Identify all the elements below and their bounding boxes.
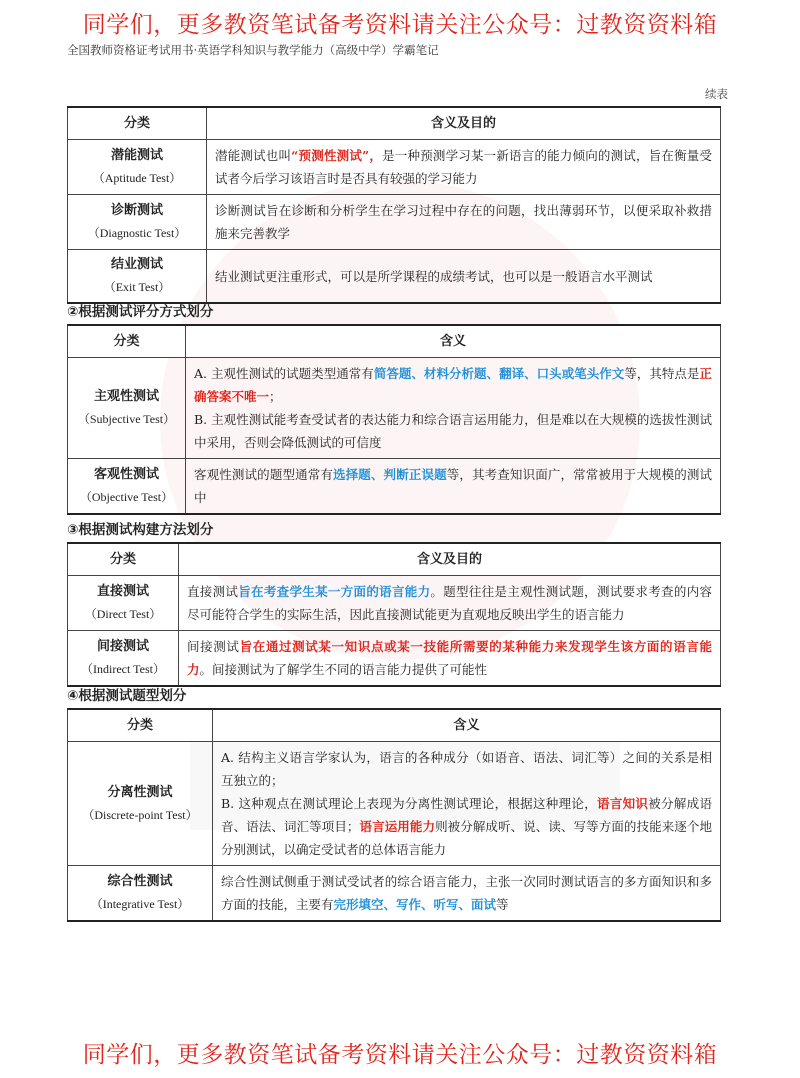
- table-row: [68, 195, 721, 250]
- category-cell: [68, 250, 207, 304]
- table-question-type: [67, 708, 721, 922]
- category-en: （Subjective Test）: [77, 412, 176, 426]
- category-cell: [68, 459, 186, 515]
- description-cell: A. 结构主义语言学家认为，语言的各种成分（如语音、语法、词汇等）之间的关系是相互独立的； B. 这种观点在测试理论上表现为分离性测试理论，根据这种理论，语言知识被分解成语音、语法、词汇等项目；语言运用能力则被分解成听、说、读、写等方面的技能来逐个地分别测试，以确定受试者的总体语言能力: [213, 742, 721, 866]
- book-subtitle: 全国教师资格证考试用书·英语学科知识与教学能力（高级中学）学霸笔记: [67, 43, 439, 57]
- category-en: （Integrative Test）: [90, 897, 190, 911]
- table-row: [68, 576, 721, 631]
- table-construction-method: [67, 542, 721, 687]
- category-cell: [68, 195, 207, 250]
- category-en: （Direct Test）: [84, 607, 162, 621]
- category-cell: [68, 866, 213, 922]
- description-cell: 潜能测试也叫“预测性测试”，是一种预测学习某一新语言的能力倾向的测试，旨在衡量受试者今后学习该语言时是否具有较强的学习能力: [207, 140, 721, 195]
- category-cell: [68, 140, 207, 195]
- category-zh: 结业测试: [110, 257, 163, 272]
- header-category: 分类: [68, 709, 213, 742]
- table-scoring-method: [67, 324, 721, 515]
- header-description: 含义及目的: [207, 107, 721, 140]
- category-en: （Diagnostic Test）: [87, 226, 187, 240]
- category-zh: 潜能测试: [110, 148, 163, 163]
- category-zh: 诊断测试: [110, 203, 163, 218]
- table-test-purpose: [67, 106, 721, 304]
- category-zh: 主观性测试: [93, 389, 159, 404]
- category-cell: [68, 631, 179, 687]
- category-en: （Indirect Test）: [81, 662, 165, 676]
- category-en: （Exit Test）: [103, 280, 171, 294]
- category-en: （Aptitude Test）: [92, 171, 182, 185]
- header-description: 含义: [186, 325, 721, 358]
- category-zh: 直接测试: [96, 584, 149, 599]
- description-cell: 诊断测试旨在诊断和分析学生在学习过程中存在的问题，找出薄弱环节，以便采取补救措施来完善教学: [207, 195, 721, 250]
- table-header-row: [68, 543, 721, 576]
- table-row: [68, 459, 721, 515]
- category-cell: [68, 358, 186, 459]
- category-en: （Objective Test）: [79, 490, 174, 504]
- table-row: [68, 358, 721, 459]
- bottom-banner: 同学们，更多教资笔试备考资料请关注公众号：过教资资料箱: [82, 1042, 718, 1068]
- table-row: [68, 631, 721, 687]
- header-category: 分类: [68, 543, 179, 576]
- category-zh: 综合性测试: [107, 874, 173, 889]
- description-cell: 结业测试更注重形式，可以是所学课程的成绩考试，也可以是一般语言水平测试: [207, 250, 721, 304]
- table-header-row: [68, 709, 721, 742]
- category-zh: 间接测试: [96, 639, 149, 654]
- category-zh: 客观性测试: [93, 467, 159, 482]
- description-cell: 间接测试旨在通过测试某一知识点或某一技能所需要的某种能力来发现学生该方面的语言能力。间接测试为了解学生不同的语言能力提供了可能性: [179, 631, 721, 687]
- section-heading-3: ③根据测试构建方法划分: [67, 522, 214, 538]
- header-category: 分类: [68, 107, 207, 140]
- category-cell: [68, 742, 213, 866]
- continued-label: 续表: [705, 87, 728, 101]
- header-description: 含义: [213, 709, 721, 742]
- table-header-row: [68, 107, 721, 140]
- section-heading-2: ②根据测试评分方式划分: [67, 304, 214, 320]
- top-banner: 同学们，更多教资笔试备考资料请关注公众号：过教资资料箱: [82, 12, 718, 38]
- table-header-row: [68, 325, 721, 358]
- table-row: [68, 742, 721, 866]
- category-cell: [68, 576, 179, 631]
- category-en: （Discrete-point Test）: [82, 807, 198, 822]
- header-description: 含义及目的: [179, 543, 721, 576]
- table-row: [68, 866, 721, 922]
- description-cell: 直接测试旨在考查学生某一方面的语言能力。题型往往是主观性测试题，测试要求考查的内容尽可能符合学生的实际生活，因此直接测试能更为直观地反映出学生的语言能力: [179, 576, 721, 631]
- table-row: [68, 250, 721, 304]
- description-cell: A. 主观性测试的试题类型通常有简答题、材料分析题、翻译、口头或笔头作文等，其特点是正确答案不唯一； B. 主观性测试能考查受试者的表达能力和综合语言运用能力，但是难以在大规模的选拔性测试中采用，否则会降低测试的可信度: [186, 358, 721, 459]
- description-cell: 客观性测试的题型通常有选择题、判断正误题等，其考查知识面广，常常被用于大规模的测试中: [186, 459, 721, 515]
- category-zh: 分离性测试: [107, 784, 173, 800]
- description-cell: 综合性测试侧重于测试受试者的综合语言能力，主张一次同时测试语言的多方面知识和多方面的技能，主要有完形填空、写作、听写、面试等: [213, 866, 721, 922]
- table-row: [68, 140, 721, 195]
- header-category: 分类: [68, 325, 186, 358]
- section-heading-4: ④根据测试题型划分: [67, 688, 187, 704]
